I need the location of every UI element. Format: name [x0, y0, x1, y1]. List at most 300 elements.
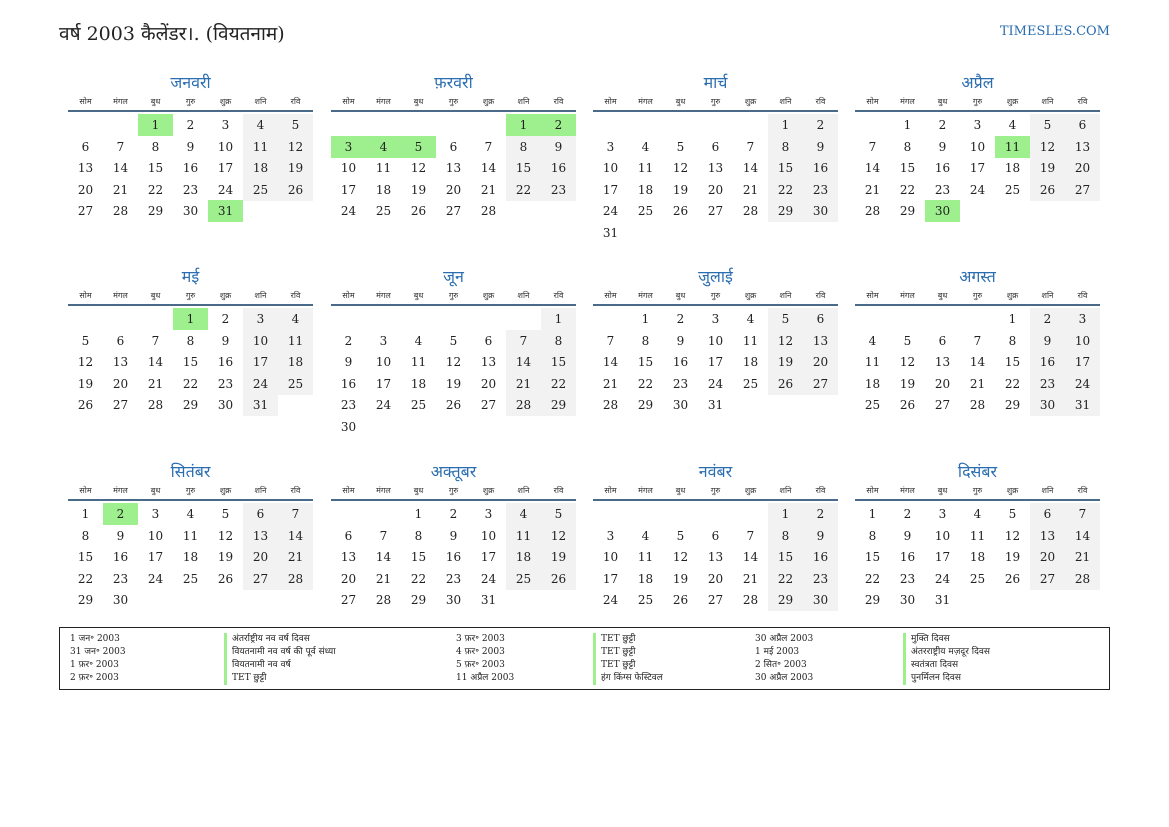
month-block [68, 461, 313, 633]
weekday-header [593, 290, 838, 306]
day-cell: 16 [899, 550, 916, 564]
day-cell: 23 [340, 398, 357, 412]
day-cell: 29 [541, 394, 576, 416]
holiday-legend [59, 627, 1110, 690]
day-cell: 18 [278, 351, 313, 373]
weekday-label: गुरु [710, 97, 721, 106]
day-cell: 8 [768, 525, 803, 547]
day-cell: 12 [217, 528, 234, 543]
legend-dates-1 [70, 633, 126, 685]
day-cell: 5 [449, 333, 458, 348]
day-cell: 5 [278, 114, 313, 136]
month-block [593, 266, 838, 438]
day-cell: 20 [445, 182, 462, 197]
weekday-label: सोम [342, 97, 355, 106]
day-cell: 22 [768, 179, 803, 201]
weekday-label: मंगल [113, 291, 128, 300]
month-block [593, 72, 838, 244]
weekday-label: मंगल [900, 291, 915, 300]
day-cell: 18 [742, 355, 759, 369]
day-cell: 7 [746, 528, 755, 543]
weekday-label: रवि [815, 291, 826, 300]
day-cell: 6 [116, 333, 125, 348]
holiday-day-cell: 1 [173, 308, 208, 330]
weekday-label: बुध [675, 486, 686, 495]
day-cell: 29 [410, 593, 427, 607]
day-cell: 13 [77, 161, 94, 175]
weekday-label: गुरु [710, 486, 721, 495]
day-cell: 7 [746, 139, 755, 154]
day-cell: 9 [803, 136, 838, 158]
day-cell: 15 [1004, 355, 1021, 369]
day-cell: 5 [81, 333, 90, 348]
day-cell: 29 [899, 204, 916, 218]
day-cell: 11 [506, 525, 541, 547]
weekday-header [331, 485, 576, 501]
day-cell: 27 [480, 398, 497, 412]
day-cell: 21 [1065, 546, 1100, 568]
day-cell: 21 [864, 182, 881, 197]
day-cell: 16 [445, 550, 462, 564]
day-cell: 18 [969, 550, 986, 564]
day-cell: 10 [340, 161, 357, 175]
day-cell: 13 [445, 161, 462, 175]
day-cell: 2 [1030, 308, 1065, 330]
day-cell: 2 [903, 507, 912, 521]
day-cell: 14 [864, 161, 881, 175]
day-cell: 6 [81, 139, 90, 154]
weekday-label: सोम [604, 97, 617, 106]
day-cell: 30 [445, 593, 462, 607]
day-cell: 16 [217, 355, 234, 369]
day-cell: 22 [899, 182, 916, 197]
day-cell: 13 [1065, 136, 1100, 158]
day-cell: 4 [641, 139, 650, 154]
day-cell: 28 [969, 398, 986, 412]
weekday-label: शनि [254, 291, 267, 300]
day-cell: 13 [340, 550, 357, 564]
day-cell: 15 [899, 161, 916, 175]
weekday-label: बुध [937, 486, 948, 495]
day-cell: 1 [641, 312, 650, 326]
day-cell: 25 [243, 179, 278, 201]
weekday-label: रवि [290, 486, 301, 495]
day-cell: 10 [934, 528, 951, 543]
day-cell: 8 [541, 330, 576, 352]
day-cell: 8 [186, 333, 195, 348]
day-cell: 25 [742, 376, 759, 391]
day-cell: 17 [602, 571, 619, 586]
day-cell: 16 [803, 157, 838, 179]
weekday-label: सोम [79, 291, 92, 300]
day-cell: 19 [217, 550, 234, 564]
day-cell: 19 [672, 182, 689, 197]
day-cell: 20 [77, 182, 94, 197]
weekday-label: शुक्र [744, 291, 757, 300]
day-cell: 23 [934, 182, 951, 197]
day-cell: 28 [864, 204, 881, 218]
day-grid [593, 112, 838, 244]
day-cell: 15 [864, 550, 881, 564]
day-cell: 15 [147, 161, 164, 175]
day-cell: 20 [243, 546, 278, 568]
day-cell: 7 [1065, 503, 1100, 525]
day-cell: 16 [803, 546, 838, 568]
day-cell: 30 [340, 419, 357, 434]
legend-date: 4 फ़र॰ 2003 [456, 647, 505, 657]
day-cell: 23 [217, 376, 234, 391]
weekday-header [855, 485, 1100, 501]
day-cell: 20 [707, 182, 724, 197]
legend-names-2 [593, 633, 663, 685]
day-cell: 26 [672, 204, 689, 218]
day-cell: 15 [506, 157, 541, 179]
weekday-header [593, 485, 838, 501]
day-cell: 7 [278, 503, 313, 525]
day-cell: 27 [1030, 568, 1065, 590]
day-cell: 1 [768, 503, 803, 525]
day-cell: 9 [803, 525, 838, 547]
weekday-label: गुरु [972, 486, 983, 495]
day-cell: 4 [641, 528, 650, 543]
day-cell: 14 [480, 161, 497, 175]
holiday-day-cell: 5 [401, 136, 436, 158]
weekday-label: शनि [779, 97, 792, 106]
day-cell: 26 [410, 204, 427, 218]
weekday-label: मंगल [376, 486, 391, 495]
day-cell: 11 [742, 333, 759, 348]
site-link[interactable]: TIMESLES.COM [999, 24, 1110, 39]
day-cell: 21 [506, 373, 541, 395]
day-cell: 1 [414, 507, 423, 521]
legend-date: 11 अप्रैल 2003 [456, 673, 515, 683]
legend-names-1 [224, 633, 336, 685]
day-cell: 17 [1065, 351, 1100, 373]
day-cell: 8 [1008, 333, 1017, 348]
day-cell: 5 [903, 333, 912, 348]
day-cell: 3 [606, 139, 615, 154]
day-grid [855, 501, 1100, 633]
day-cell: 11 [637, 161, 654, 175]
weekday-label: रवि [553, 97, 564, 106]
day-grid [331, 112, 576, 244]
day-cell: 31 [480, 593, 497, 607]
day-cell: 20 [340, 571, 357, 586]
weekday-label: गुरु [972, 97, 983, 106]
weekday-label: सोम [79, 486, 92, 495]
weekday-label: सोम [342, 291, 355, 300]
day-cell: 25 [1004, 182, 1021, 197]
day-cell: 29 [77, 593, 94, 607]
month-name: जनवरी [170, 73, 211, 92]
day-cell: 12 [1030, 136, 1065, 158]
day-cell: 19 [278, 157, 313, 179]
day-cell: 1 [903, 118, 912, 132]
day-cell: 9 [541, 136, 576, 158]
day-cell: 22 [1004, 376, 1021, 391]
day-cell: 14 [602, 355, 619, 369]
day-cell: 6 [243, 503, 278, 525]
day-cell: 2 [449, 507, 458, 521]
day-cell: 11 [243, 136, 278, 158]
weekday-label: बुध [675, 97, 686, 106]
day-cell: 10 [480, 528, 497, 543]
day-cell: 30 [899, 593, 916, 607]
day-cell: 19 [1030, 157, 1065, 179]
day-cell: 12 [899, 355, 916, 369]
day-cell: 4 [186, 507, 195, 521]
day-cell: 23 [899, 571, 916, 586]
day-cell: 14 [278, 525, 313, 547]
day-cell: 9 [903, 528, 912, 543]
day-cell: 22 [506, 179, 541, 201]
day-cell: 4 [278, 308, 313, 330]
day-cell: 15 [637, 355, 654, 369]
day-cell: 18 [637, 182, 654, 197]
day-cell: 10 [147, 528, 164, 543]
legend-holiday-name: वियतनामी नव वर्ष की पूर्व संध्या [224, 646, 336, 659]
day-cell: 24 [375, 398, 392, 412]
month-block [331, 461, 576, 633]
weekday-label: बुध [675, 291, 686, 300]
day-cell: 16 [672, 355, 689, 369]
weekday-header [68, 485, 313, 501]
day-cell: 29 [864, 593, 881, 607]
day-cell: 7 [868, 139, 877, 154]
day-cell: 3 [379, 333, 388, 348]
legend-holiday-name: स्वतंत्रता दिवस [903, 659, 990, 672]
day-cell: 17 [602, 182, 619, 197]
day-cell: 17 [243, 351, 278, 373]
day-cell: 29 [768, 589, 803, 611]
weekday-label: गुरु [185, 486, 196, 495]
day-cell: 17 [375, 376, 392, 391]
day-cell: 27 [707, 593, 724, 607]
day-cell: 10 [602, 161, 619, 175]
weekday-label: सोम [866, 291, 879, 300]
day-grid [68, 306, 313, 438]
day-cell: 27 [243, 568, 278, 590]
day-cell: 26 [77, 398, 94, 412]
day-cell: 8 [151, 139, 160, 154]
day-cell: 28 [375, 593, 392, 607]
day-cell: 12 [768, 330, 803, 352]
legend-holiday-name: अंतरराष्ट्रीय मज़दूर दिवस [903, 646, 990, 659]
day-cell: 11 [278, 330, 313, 352]
day-cell: 19 [1004, 550, 1021, 564]
holiday-day-cell: 2 [541, 114, 576, 136]
day-cell: 5 [1008, 507, 1017, 521]
weekday-label: शुक्र [1006, 486, 1019, 495]
day-cell: 6 [484, 333, 493, 348]
weekday-label: रवि [815, 97, 826, 106]
holiday-day-cell: 1 [138, 114, 173, 136]
weekday-label: शनि [1041, 97, 1054, 106]
holiday-day-cell: 11 [995, 136, 1030, 158]
day-cell: 1 [768, 114, 803, 136]
weekday-label: मंगल [113, 97, 128, 106]
day-cell: 12 [672, 550, 689, 564]
day-cell: 26 [445, 398, 462, 412]
weekday-label: मंगल [376, 97, 391, 106]
weekday-label: शनि [1041, 486, 1054, 495]
month-name: सितंबर [170, 462, 211, 481]
day-cell: 14 [112, 161, 129, 175]
day-cell: 21 [147, 376, 164, 391]
weekday-header [331, 96, 576, 112]
day-cell: 14 [742, 161, 759, 175]
day-cell: 24 [934, 571, 951, 586]
day-cell: 3 [938, 507, 947, 521]
day-cell: 7 [506, 330, 541, 352]
day-cell: 11 [410, 355, 427, 369]
day-cell: 30 [112, 593, 129, 607]
day-cell: 27 [707, 204, 724, 218]
weekday-label: शुक्र [219, 97, 232, 106]
weekday-label: गुरु [972, 291, 983, 300]
day-cell: 9 [344, 355, 353, 369]
day-cell: 7 [484, 139, 493, 154]
day-cell: 26 [217, 571, 234, 586]
weekday-label: रवि [1077, 291, 1088, 300]
day-cell: 17 [707, 355, 724, 369]
day-cell: 19 [768, 351, 803, 373]
day-cell: 2 [344, 333, 353, 348]
day-cell: 8 [414, 528, 423, 543]
legend-date: 30 अप्रैल 2003 [755, 673, 814, 683]
day-cell: 6 [938, 333, 947, 348]
weekday-label: मंगल [638, 97, 653, 106]
day-cell: 8 [903, 139, 912, 154]
day-cell: 25 [864, 398, 881, 412]
day-cell: 20 [707, 571, 724, 586]
day-cell: 28 [278, 568, 313, 590]
day-cell: 29 [637, 398, 654, 412]
weekday-label: रवि [290, 291, 301, 300]
day-cell: 18 [637, 571, 654, 586]
legend-date: 2 फ़र॰ 2003 [70, 673, 119, 683]
day-cell: 31 [1065, 394, 1100, 416]
day-cell: 3 [711, 312, 720, 326]
legend-holiday-name: मुक्ति दिवस [903, 633, 990, 646]
day-cell: 16 [340, 376, 357, 391]
day-cell: 21 [375, 571, 392, 586]
holiday-day-cell: 3 [331, 136, 366, 158]
weekday-header [68, 96, 313, 112]
month-name: जुलाई [698, 267, 733, 286]
holiday-day-cell: 31 [208, 200, 243, 222]
day-cell: 12 [445, 355, 462, 369]
day-cell: 21 [480, 182, 497, 197]
weekday-label: सोम [342, 486, 355, 495]
day-cell: 22 [77, 571, 94, 586]
day-grid [593, 501, 838, 633]
day-cell: 19 [445, 376, 462, 391]
day-cell: 6 [1030, 503, 1065, 525]
weekday-label: शनि [517, 486, 530, 495]
day-cell: 7 [379, 528, 388, 543]
day-cell: 30 [217, 398, 234, 412]
legend-date: 2 सित॰ 2003 [755, 660, 807, 670]
day-cell: 15 [541, 351, 576, 373]
weekday-label: मंगल [638, 291, 653, 300]
day-cell: 24 [969, 182, 986, 197]
day-cell: 28 [742, 593, 759, 607]
day-cell: 4 [243, 114, 278, 136]
day-cell: 24 [602, 593, 619, 607]
weekday-label: गुरु [710, 291, 721, 300]
day-cell: 8 [768, 136, 803, 158]
day-cell: 13 [1030, 525, 1065, 547]
day-cell: 29 [147, 204, 164, 218]
day-cell: 26 [278, 179, 313, 201]
day-cell: 18 [410, 376, 427, 391]
day-cell: 8 [641, 333, 650, 348]
month-block [68, 266, 313, 438]
day-cell: 31 [602, 225, 619, 240]
day-cell: 9 [116, 528, 125, 543]
day-cell: 15 [410, 550, 427, 564]
day-cell: 30 [803, 200, 838, 222]
day-cell: 15 [768, 546, 803, 568]
weekday-label: शनि [1041, 291, 1054, 300]
legend-date: 31 जन॰ 2003 [70, 647, 126, 657]
weekday-label: रवि [815, 486, 826, 495]
day-cell: 30 [803, 589, 838, 611]
day-cell: 6 [711, 139, 720, 154]
day-cell: 14 [506, 351, 541, 373]
day-cell: 22 [147, 182, 164, 197]
day-cell: 13 [707, 550, 724, 564]
day-cell: 10 [1065, 330, 1100, 352]
day-cell: 16 [112, 550, 129, 564]
day-cell: 14 [1065, 525, 1100, 547]
weekday-header [593, 96, 838, 112]
weekday-header [68, 290, 313, 306]
day-cell: 9 [1030, 330, 1065, 352]
weekday-label: रवि [553, 291, 564, 300]
day-cell: 17 [934, 550, 951, 564]
weekday-label: शुक्र [1006, 291, 1019, 300]
day-cell: 18 [375, 182, 392, 197]
day-grid [68, 501, 313, 633]
day-cell: 4 [1008, 118, 1017, 132]
day-cell: 28 [112, 204, 129, 218]
month-name: जून [443, 267, 464, 286]
day-cell: 26 [1030, 179, 1065, 201]
weekday-label: बुध [413, 97, 424, 106]
weekday-label: बुध [150, 97, 161, 106]
day-cell: 18 [243, 157, 278, 179]
weekday-header [855, 290, 1100, 306]
legend-dates-2 [456, 633, 514, 685]
weekday-label: मंगल [638, 486, 653, 495]
day-cell: 2 [676, 312, 685, 326]
day-cell: 23 [1030, 373, 1065, 395]
day-cell: 15 [182, 355, 199, 369]
day-cell: 9 [221, 333, 230, 348]
day-cell: 25 [410, 398, 427, 412]
day-cell: 1 [1008, 312, 1017, 326]
day-cell: 3 [221, 118, 230, 132]
day-grid [855, 112, 1100, 244]
weekday-label: शनि [779, 486, 792, 495]
day-grid [331, 501, 576, 633]
day-cell: 6 [711, 528, 720, 543]
legend-date: 1 मई 2003 [755, 647, 800, 657]
legend-dates-3 [755, 633, 813, 685]
day-cell: 21 [969, 376, 986, 391]
